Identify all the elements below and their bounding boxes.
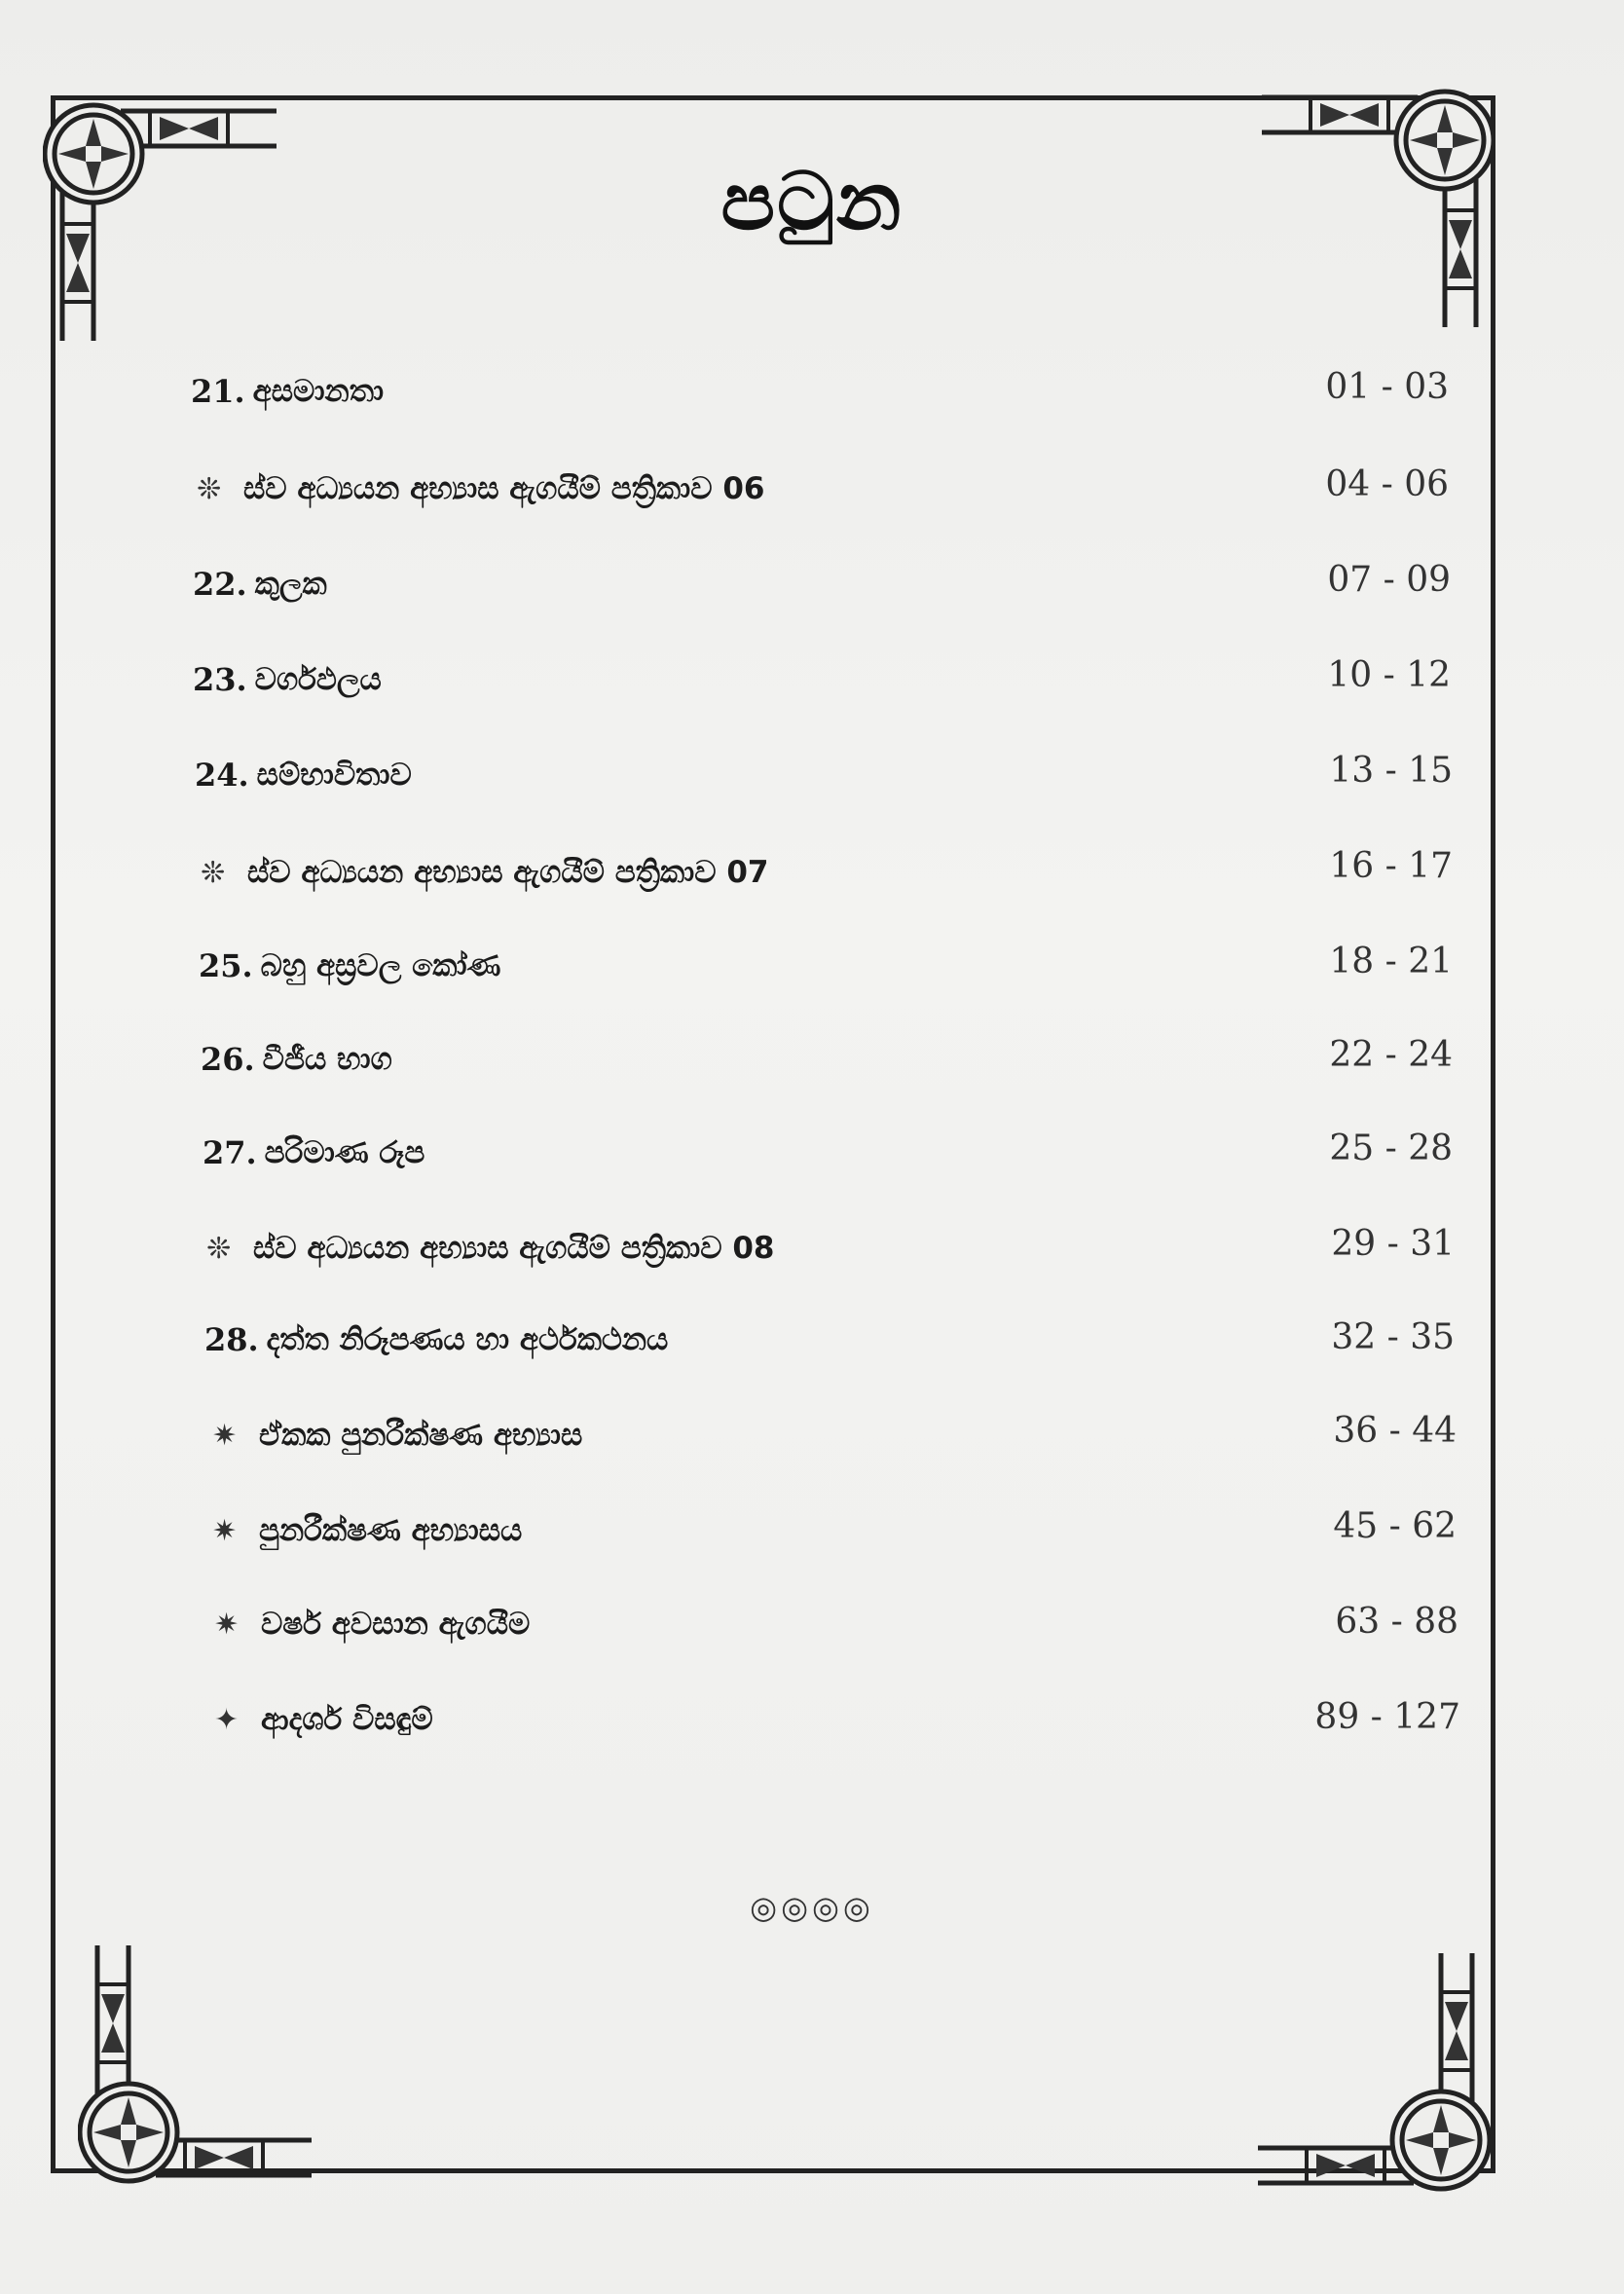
toc-entry-pages: 45 - 62 <box>1333 1506 1457 1546</box>
toc-entry-pages: 16 - 17 <box>1329 846 1453 886</box>
toc-entry-label: දත්ත නිරූපණය හා අර්ථකථනය <box>266 1321 669 1357</box>
toc-entry-pages: 01 - 03 <box>1325 367 1449 407</box>
asterisk-bullet-icon: ❊ <box>206 1231 232 1266</box>
toc-entry-pages: 22 - 24 <box>1329 1035 1453 1075</box>
toc-entry-pages: 29 - 31 <box>1331 1224 1455 1264</box>
toc-entry-number: 26. <box>201 1041 255 1078</box>
page-title: පටුන <box>720 156 904 248</box>
toc-entry-number: 21. <box>191 373 245 410</box>
footer-ornament: ◎◎◎◎ <box>750 1889 874 1926</box>
toc-entry <box>197 460 764 518</box>
toc-entry <box>201 1030 392 1089</box>
toc-entry-label: පරිමාණ රූප <box>264 1134 425 1170</box>
toc-entry-label: වීජීය භාග <box>262 1041 392 1077</box>
toc-entry-label: කුලක <box>254 566 327 602</box>
toc-entry <box>201 843 768 902</box>
toc-entry <box>212 1501 522 1560</box>
star-bullet-icon: ✷ <box>214 1607 240 1642</box>
toc-entry <box>214 1690 433 1749</box>
toc-entry <box>193 650 382 709</box>
toc-entry-pages: 63 - 88 <box>1335 1602 1458 1642</box>
toc-entry-label: ඒකක පුනරීක්ෂණ අභ්‍යාස <box>259 1417 583 1453</box>
toc-entry-pages: 25 - 28 <box>1329 1128 1453 1168</box>
toc-entry-number: 27. <box>203 1134 257 1171</box>
toc-entry-number: 23. <box>193 661 247 698</box>
toc-entry-pages: 07 - 09 <box>1327 560 1451 600</box>
star-bullet-icon: ✷ <box>212 1513 238 1548</box>
toc-entry <box>193 555 327 613</box>
toc-entry-pages: 32 - 35 <box>1331 1317 1455 1357</box>
toc-entry-label: වර්ෂ අවසාන ඇගයීම <box>261 1606 531 1642</box>
toc-entry-label: ස්ව අධ්‍යයන අභ්‍යාස ඇගයීම් පත්‍රිකාව 07 <box>247 854 769 890</box>
toc-entry <box>206 1219 774 1277</box>
toc-entry-pages: 89 - 127 <box>1314 1697 1460 1737</box>
asterisk-bullet-icon: ❊ <box>201 855 226 890</box>
toc-entry <box>204 1311 668 1369</box>
toc-entry-label: වර්ගඵලය <box>254 661 382 697</box>
toc-entry-number: 22. <box>193 566 247 603</box>
toc-entry <box>191 362 384 421</box>
asterisk-bullet-icon: ❊ <box>197 471 222 506</box>
toc-entry-label: අසමානතා <box>252 373 385 409</box>
toc-entry-label: සම්භාවිතාව <box>256 757 412 793</box>
toc-entry-pages: 04 - 06 <box>1325 464 1449 504</box>
toc-entry-label: ස්ව අධ්‍යයන අභ්‍යාස ඇගයීම් පත්‍රිකාව 06 <box>243 470 765 506</box>
toc-entry-pages: 10 - 12 <box>1327 655 1451 695</box>
toc-entry <box>214 1595 530 1653</box>
toc-entry-label: පුනරීක්ෂණ අභ්‍යාසය <box>259 1512 523 1548</box>
toc-entry-label: ස්ව අධ්‍යයන අභ්‍යාස ඇගයීම් පත්‍රිකාව 08 <box>253 1230 775 1266</box>
toc-entry-pages: 13 - 15 <box>1329 751 1453 791</box>
toc-entry-label: ආදර්ශ විසඳුම් <box>261 1701 433 1737</box>
cross-star-bullet-icon: ✦ <box>214 1702 240 1737</box>
toc-entry-number: 24. <box>195 757 249 794</box>
toc-entry <box>203 1124 424 1182</box>
toc-entry <box>199 937 500 995</box>
toc-entry <box>195 746 412 804</box>
toc-entry-number: 28. <box>204 1321 259 1358</box>
star-bullet-icon: ✷ <box>212 1418 238 1453</box>
toc-entry-label: බහු අස්‍රවල කෝණ <box>260 947 501 983</box>
toc-entry <box>212 1406 582 1464</box>
toc-entry-pages: 18 - 21 <box>1329 942 1453 981</box>
toc-entry-number: 25. <box>199 947 253 984</box>
toc-entry-pages: 36 - 44 <box>1333 1411 1457 1451</box>
